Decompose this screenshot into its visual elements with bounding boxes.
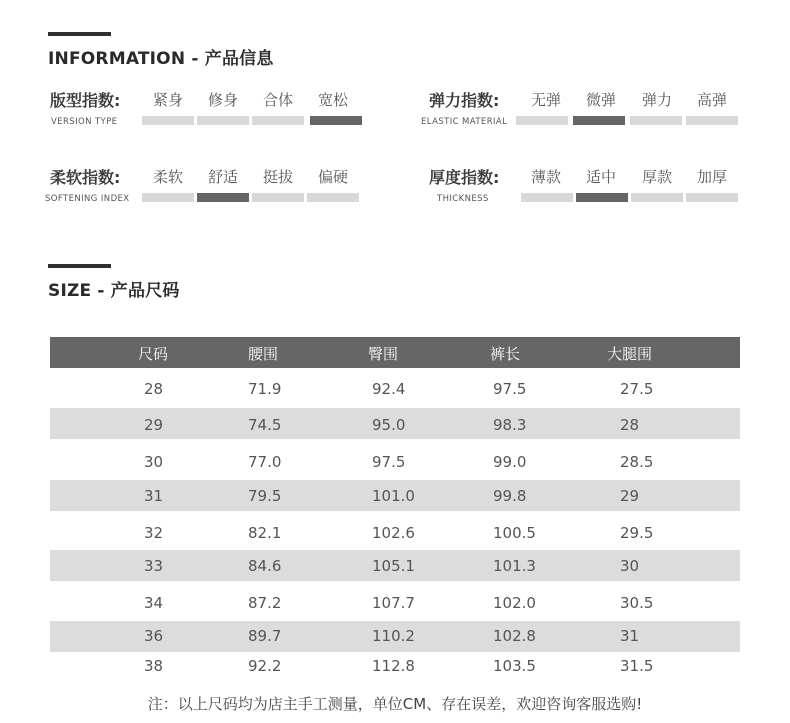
information-accent-bar [48,32,111,36]
table-cell: 36 [144,627,164,645]
table-cell: 79.5 [248,487,282,505]
table-cell: 28 [144,380,164,398]
option-label: 厚款 [641,168,672,186]
table-cell: 110.2 [372,627,415,645]
index-sublabel: THICKNESS [437,194,489,204]
option-label: 紧身 [152,91,183,109]
option-label: 挺拔 [262,168,293,186]
index-label: 弹力指数: [429,91,500,110]
table-cell: 33 [144,557,164,575]
option-label: 合体 [262,91,293,109]
index-label: 厚度指数: [429,168,500,187]
scale-segment [521,193,573,202]
table-cell: 92.2 [248,657,282,675]
index-sublabel: VERSION TYPE [51,117,118,127]
table-cell: 74.5 [248,416,282,434]
scale-segment-selected [197,193,249,202]
table-cell: 103.5 [493,657,536,675]
scale-segment [686,193,738,202]
header-cell: 腰围 [248,345,279,363]
table-row [50,439,740,480]
table-cell: 29 [620,487,640,505]
table-row [50,480,740,511]
scale-segment-selected [576,193,628,202]
option-label: 适中 [585,168,616,186]
header-cell: 臀围 [368,345,399,363]
scale-segment [516,116,568,125]
table-cell: 31 [144,487,164,505]
index-label: 版型指数: [50,91,121,110]
table-cell: 28 [620,416,640,434]
table-row [50,550,740,581]
table-row [50,652,740,682]
table-cell: 97.5 [372,453,406,471]
table-cell: 95.0 [372,416,406,434]
table-cell: 107.7 [372,594,415,612]
table-cell: 102.0 [493,594,536,612]
scale-segment [142,116,194,125]
scale-segment [307,193,359,202]
measurement-note: 注：以上尺码均为店主手工测量，单位CM、存在误差，欢迎咨询客服选购! [147,695,643,713]
table-cell: 105.1 [372,557,415,575]
table-cell: 99.0 [493,453,527,471]
index-label: 柔软指数: [50,168,121,187]
option-label: 高弹 [696,91,727,109]
table-cell: 31.5 [620,657,654,675]
table-cell: 27.5 [620,380,654,398]
index-sublabel: SOFTENING INDEX [45,194,130,204]
size-accent-bar [48,264,111,268]
table-cell: 92.4 [372,380,406,398]
table-cell: 84.6 [248,557,282,575]
table-row [50,408,740,439]
table-cell: 87.2 [248,594,282,612]
scale-segment [630,116,682,125]
header-cell: 大腿围 [607,345,653,363]
scale-segment [142,193,194,202]
table-cell: 82.1 [248,524,282,542]
table-cell: 71.9 [248,380,282,398]
size-title: SIZE - 产品尺码 [48,281,180,301]
option-label: 弹力 [641,91,672,109]
table-cell: 32 [144,524,164,542]
information-title: INFORMATION - 产品信息 [48,49,274,69]
table-cell: 30 [620,557,640,575]
table-cell: 34 [144,594,164,612]
table-cell: 101.0 [372,487,415,505]
table-row [50,368,740,408]
table-cell: 89.7 [248,627,282,645]
table-cell: 29.5 [620,524,654,542]
table-cell: 30.5 [620,594,654,612]
scale-segment-selected [573,116,625,125]
table-cell: 100.5 [493,524,536,542]
table-cell: 112.8 [372,657,415,675]
table-cell: 97.5 [493,380,527,398]
table-row [50,511,740,550]
table-cell: 98.3 [493,416,527,434]
scale-segment [686,116,738,125]
header-cell: 尺码 [138,345,169,363]
option-label: 修身 [207,91,238,109]
table-cell: 30 [144,453,164,471]
scale-segment-selected [310,116,362,125]
table-cell: 31 [620,627,640,645]
table-cell: 99.8 [493,487,527,505]
table-row [50,581,740,621]
header-cell: 裤长 [490,345,521,363]
table-cell: 29 [144,416,164,434]
option-label: 舒适 [207,168,238,186]
scale-segment [197,116,249,125]
index-sublabel: ELASTIC MATERIAL [421,117,508,127]
scale-segment [252,116,304,125]
table-cell: 101.3 [493,557,536,575]
option-label: 薄款 [530,168,561,186]
option-label: 柔软 [152,168,183,186]
table-cell: 102.6 [372,524,415,542]
table-cell: 77.0 [248,453,282,471]
size-table [50,337,740,682]
table-cell: 28.5 [620,453,654,471]
option-label: 无弹 [530,91,561,109]
table-row [50,621,740,652]
table-cell: 102.8 [493,627,536,645]
option-label: 宽松 [317,91,348,109]
scale-segment [252,193,304,202]
option-label: 微弹 [585,91,616,109]
option-label: 加厚 [696,168,727,186]
scale-segment [631,193,683,202]
table-header [50,337,740,368]
table-cell: 38 [144,657,164,675]
option-label: 偏硬 [317,168,348,186]
